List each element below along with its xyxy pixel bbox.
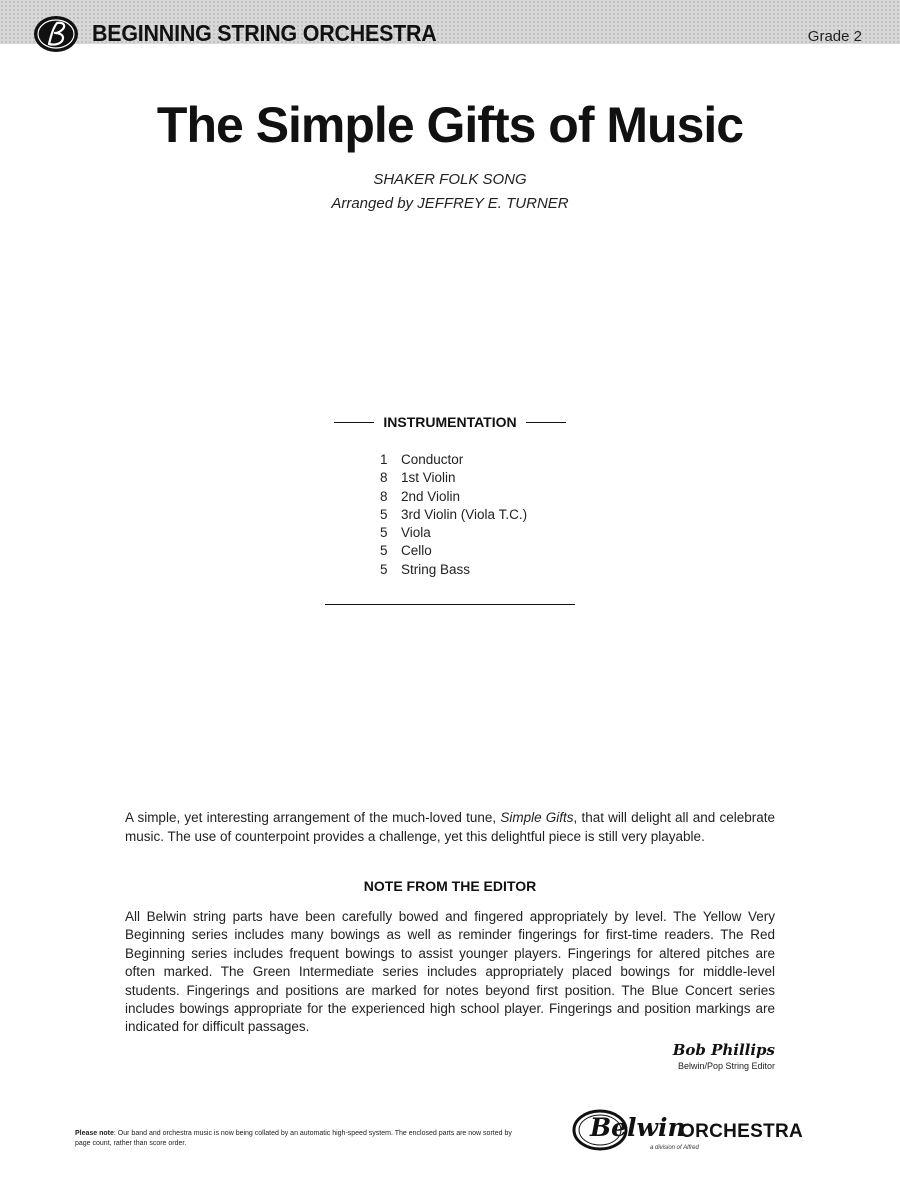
belwin-brand-word: ORCHESTRA	[680, 1121, 804, 1142]
part-name: Conductor	[401, 452, 464, 467]
editor-note-body: All Belwin string parts have been carefully bowed and fingered appropriately by level. The Yellow Very Beginning series includes many bowings as well as reminder fingerings for first-time readers. The Red Beginning series includes frequent bowings to assist younger players. Fingerings for altered pitches are often marked. The Green Intermediate series includes appropriately placed bowings for middle-level students. Fingerings and positions are marked for notes beyond first position. The Blue Concert series includes bowings appropriate for the experienced high school player. Fingerings and position markings are indicated for difficult passages.	[125, 909, 775, 1035]
description-text-end: , that will delight all and celebrate music. The use of counterpoint provides a challenge, yet this delightful piece is still very playable.	[125, 810, 775, 844]
part-quantity: 5	[380, 506, 388, 522]
list-item	[380, 543, 527, 561]
list-item	[380, 452, 527, 470]
arranger-credit: Arranged by JEFFREY E. TURNER	[331, 195, 569, 212]
collation-note	[75, 1129, 515, 1149]
heading-rule-left	[334, 422, 374, 423]
list-item	[380, 562, 527, 580]
part-name: Cello	[401, 543, 432, 559]
list-item	[380, 525, 527, 543]
belwin-brand-script: Belwin	[590, 1113, 686, 1142]
part-name: String Bass	[401, 561, 471, 577]
part-name: Viola	[401, 525, 431, 541]
part-quantity: 5	[380, 543, 388, 559]
belwin-brand-subtitle: a division of Alfred	[650, 1145, 699, 1151]
collation-note-label: Please note	[75, 1130, 114, 1137]
instrumentation-heading-label: INSTRUMENTATION	[383, 414, 517, 430]
list-item	[380, 489, 527, 507]
composer-credit: SHAKER FOLK SONG	[373, 171, 527, 188]
instrumentation-heading	[325, 414, 575, 430]
heading-rule-right	[526, 422, 566, 423]
signature-caption: Belwin/Pop String Editor	[677, 1061, 775, 1071]
instrumentation-list	[380, 452, 527, 580]
page-title: The Simple Gifts of Music	[156, 97, 744, 153]
part-quantity: 5	[380, 561, 388, 577]
series-title: BEGINNING STRING ORCHESTRA	[92, 20, 437, 46]
part-name: 1st Violin	[401, 470, 456, 486]
editor-signature: Bob Phillips	[672, 1041, 775, 1059]
list-item	[380, 470, 527, 488]
belwin-b-logo-icon	[33, 14, 79, 54]
list-item	[380, 507, 527, 525]
description-paragraph	[125, 808, 775, 846]
part-name: 2nd Violin	[401, 488, 461, 504]
part-quantity: 5	[380, 525, 388, 541]
instrumentation-divider	[325, 604, 575, 605]
description-text-start: A simple, yet interesting arrangement of the much-loved tune,	[125, 810, 501, 825]
part-quantity: 8	[380, 488, 388, 504]
part-quantity: 8	[380, 470, 388, 486]
part-name: 3rd Violin (Viola T.C.)	[401, 506, 528, 522]
tune-title: Simple Gifts	[500, 810, 574, 825]
collation-note-text: : Our band and orchestra music is now being collated by an automatic high-speed system. The enclosed parts are now sorted by page count, rather than score order.	[75, 1130, 512, 1147]
grade-label: Grade 2	[807, 28, 862, 45]
part-quantity: 1	[380, 452, 388, 467]
editor-note-heading: NOTE FROM THE EDITOR	[363, 878, 537, 894]
